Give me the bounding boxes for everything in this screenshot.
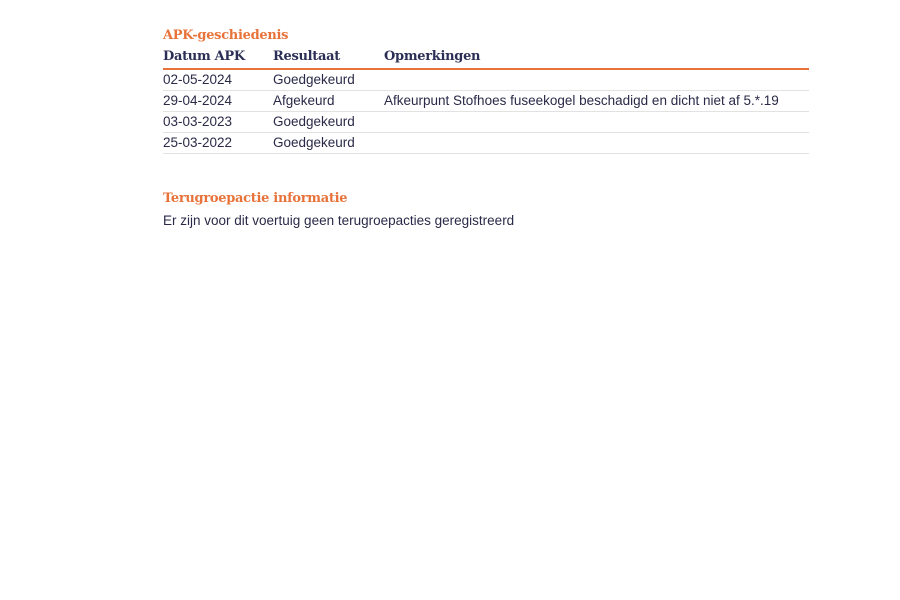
table-row — [163, 69, 809, 91]
cell-remarks: Afkeurpunt Stofhoes fuseekogel beschadigd en dicht niet af 5.*.19 — [384, 91, 809, 112]
table-row — [163, 112, 809, 133]
cell-date: 25-03-2022 — [163, 133, 273, 154]
column-header-date: Datum APK — [163, 46, 273, 69]
cell-date: 03-03-2023 — [163, 112, 273, 133]
column-header-result: Resultaat — [273, 46, 384, 69]
table-row — [163, 133, 809, 154]
apk-history-title: APK-geschiedenis — [163, 28, 289, 43]
cell-remarks — [384, 112, 809, 133]
recall-text: Er zijn voor dit voertuig geen terugroepacties geregistreerd — [163, 213, 515, 228]
cell-date: 29-04-2024 — [163, 91, 273, 112]
recall-title: Terugroepactie informatie — [163, 191, 348, 206]
cell-date: 02-05-2024 — [163, 69, 273, 91]
cell-result: Goedgekeurd — [273, 133, 384, 154]
cell-result: Afgekeurd — [273, 91, 384, 112]
table-header-row — [163, 46, 809, 69]
cell-remarks — [384, 69, 809, 91]
column-header-remarks: Opmerkingen — [384, 46, 809, 69]
cell-result: Goedgekeurd — [273, 69, 384, 91]
cell-remarks — [384, 133, 809, 154]
report-content — [163, 26, 810, 231]
table-row — [163, 91, 809, 112]
apk-history-table — [163, 46, 809, 154]
cell-result: Goedgekeurd — [273, 112, 384, 133]
recall-section — [163, 189, 810, 231]
